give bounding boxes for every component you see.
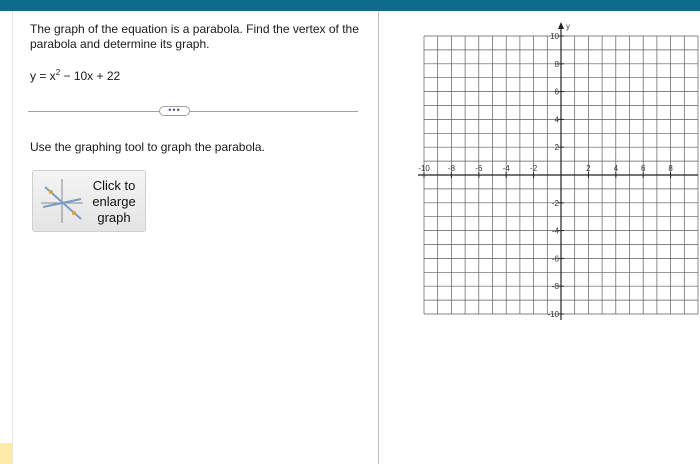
x-tick-label: -2 [530,164,538,173]
x-tick-label: 6 [640,164,646,173]
coordinate-graph[interactable] [400,18,700,328]
y-tick-label: -8 [551,282,559,292]
section-separator [28,111,358,112]
graph-thumbnail-icon [39,177,85,225]
y-tick-label: 10 [550,32,559,41]
y-tick-label: -4 [551,226,559,236]
question-prompt: The graph of the equation is a parabola. Find the vertex of the parabola and determine its graph. [30,22,359,51]
top-header-bar [0,0,700,11]
equation-suffix: − 10x + 22 [60,69,121,83]
x-tick-label: -8 [447,164,455,173]
enlarge-graph-button[interactable] [32,170,146,232]
left-edge-tab[interactable] [0,443,12,464]
x-tick-label: -4 [502,164,510,173]
enlarge-label-line-3: graph [97,210,131,225]
y-tick-label: -6 [551,254,559,264]
x-tick-label: 8 [668,164,673,173]
enlarge-label-line-1: Click to [92,178,136,193]
y-axis-arrow [558,22,564,29]
equation-exponent: 2 [55,68,61,77]
show-more-button[interactable]: ••• [159,106,190,116]
x-tick-label: 2 [586,164,591,173]
y-tick-label: -10 [547,310,559,319]
equation-prefix: y = x [30,69,56,83]
y-tick-label: 6 [554,87,559,97]
y-tick-label: 2 [554,143,559,153]
instruction-text: Use the graphing tool to graph the parabola. [30,140,265,154]
y-tick-label: -2 [551,198,559,208]
y-axis-label: y [566,22,570,31]
y-tick-label: 4 [554,115,559,125]
x-tick-label: -6 [475,164,483,173]
enlarge-label-line-2: enlarge [92,194,136,209]
y-tick-label: 8 [554,59,559,69]
enlarge-label [85,178,143,226]
x-tick-label: -10 [418,164,430,173]
left-edge-panel [0,11,13,464]
x-tick-label: 4 [613,164,619,173]
panel-divider[interactable] [378,11,379,464]
equation [30,68,120,83]
